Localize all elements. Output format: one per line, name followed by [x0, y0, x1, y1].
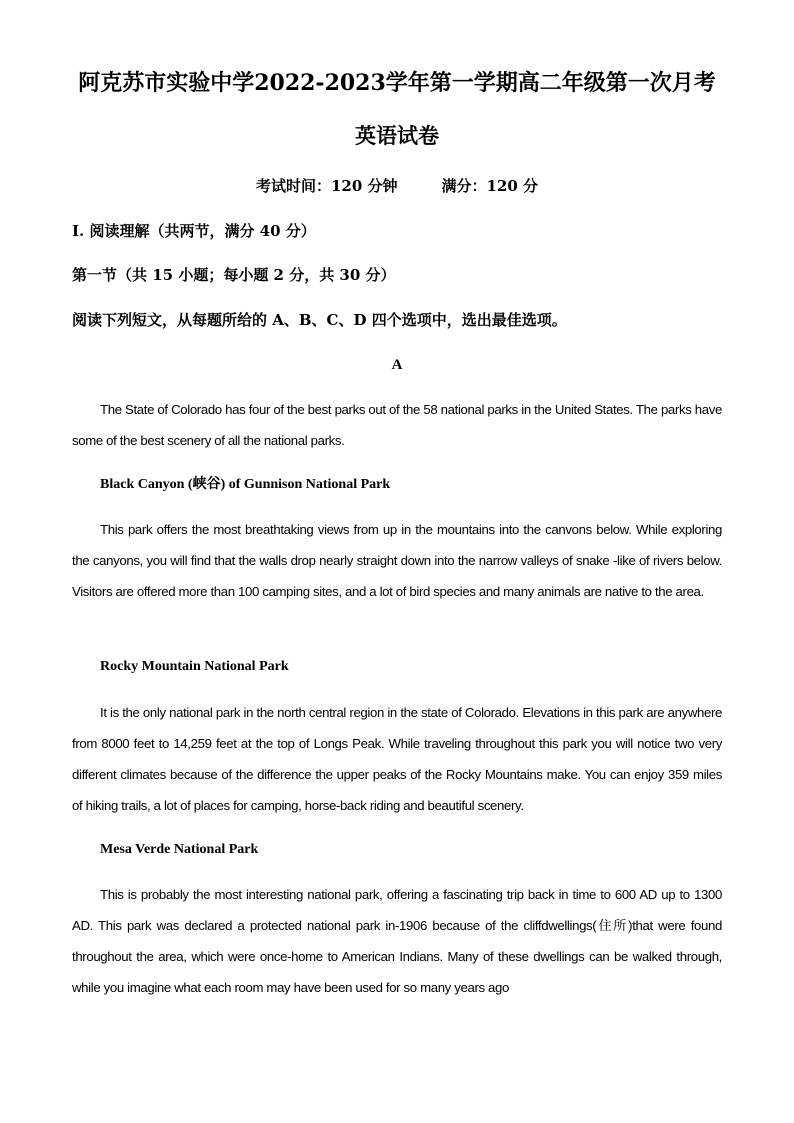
park-heading: Mesa Verde National Park	[100, 842, 259, 857]
park-description: It is the only national park in the north central region in the state of Colorado. Elevations in this park are anywhere from 8000 feet to 14,259 feet at the top of Longs Peak. While traveling throughout this park you will notice two very different climates because of the difference the upper peaks of the Rocky Mountains make. You can enjoy 359 miles of hiking trails, a lot of places for camping, horse-back riding and beautiful scenery.	[72, 705, 722, 813]
instruction-text: 阅读下列短文，从每题所给的 A、B、C、D 四个选项中，选出最佳选项。	[72, 311, 567, 329]
exam-subtitle: 英语试卷	[355, 123, 439, 148]
park-description: This park offers the most breathtaking views from up in the mountains into the canvons below. While exploring the canyons, you will find that the walls drop nearly straight down into the narrow valleys of snake -like of rivers below. Visitors are offered more than 100 camping sites, and a lot of bird species and many animals are native to the area.	[72, 522, 722, 599]
exam-score: 满分：120 分	[441, 177, 539, 195]
park-description: This is probably the most interesting national park, offering a fascinating trip back in time to 600 AD up to 1300 AD. This park was declared a protected national park in-1906 because of the cliffdwellings(住所)that were found throughout the area, which were once-home to American Indians. Many of these dwellings can be walked through, while you imagine what each room may have been used for so many years ago	[72, 887, 722, 995]
part-heading: I. 阅读理解（共两节，满分 40 分）	[72, 222, 316, 240]
exam-info	[0, 175, 794, 197]
passage-intro: The State of Colorado has four of the best parks out of the 58 national parks in the United States. The parks have some of the best scenery of all the national parks.	[72, 402, 722, 448]
exam-title: 阿克苏市实验中学2022-2023学年第一学期高二年级第一次月考	[78, 70, 716, 96]
park-heading: Rocky Mountain National Park	[100, 659, 289, 674]
section-heading: 第一节（共 15 小题；每小题 2 分，共 30 分）	[72, 266, 396, 284]
passage-letter: A	[391, 357, 403, 373]
park-heading: Black Canyon (峡谷) of Gunnison National Park	[100, 477, 391, 492]
exam-time: 考试时间：120 分钟	[255, 177, 398, 195]
